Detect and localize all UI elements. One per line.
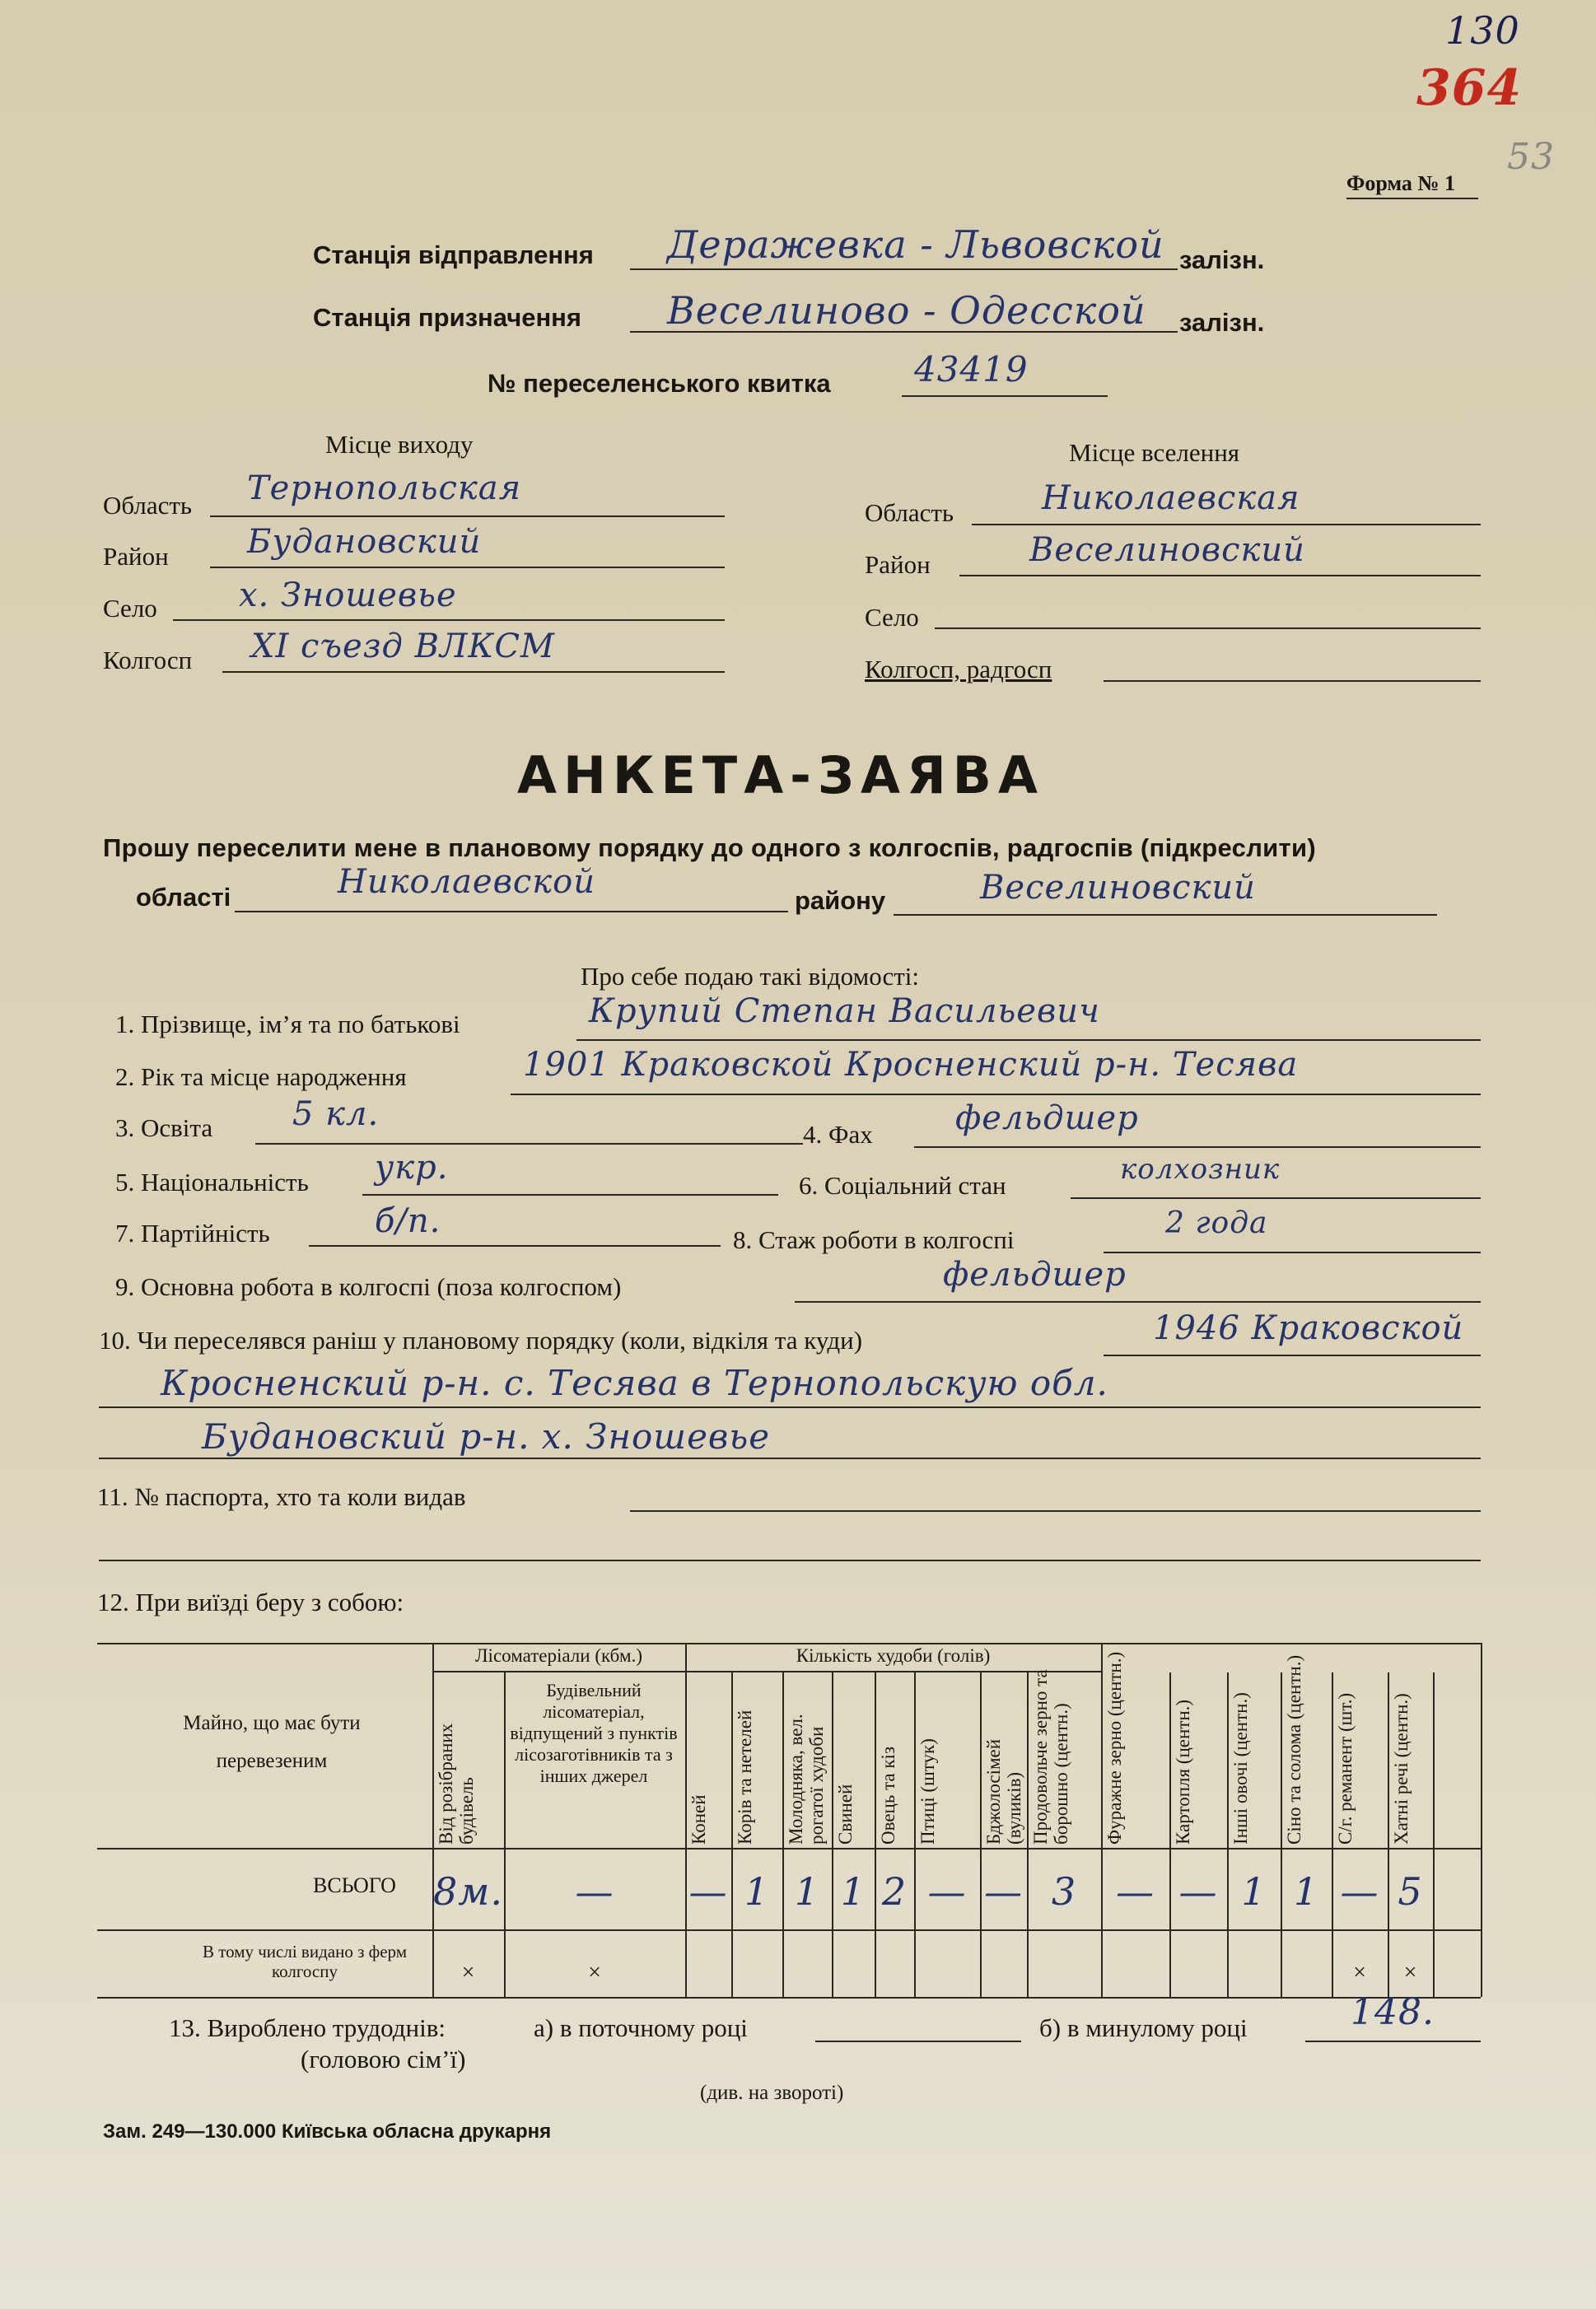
column-header-pigs: Свиней bbox=[835, 1784, 856, 1845]
total-value-cell: 8м. bbox=[432, 1869, 504, 1914]
table-column-divider bbox=[914, 1672, 916, 1997]
ticket-label: № переселенського квитка bbox=[488, 369, 831, 398]
column-header-home: Хатні речі (центн.) bbox=[1391, 1693, 1412, 1845]
total-value-cell: 1 bbox=[794, 1869, 820, 1914]
item-9-label: 9. Основна робота в колгоспі (поза колгоспом) bbox=[115, 1272, 622, 1301]
total-value-cell: 1 bbox=[1293, 1869, 1319, 1914]
item-2-value: 1901 Краковской Кросненский р-н. Тесява bbox=[523, 1046, 1299, 1084]
see-reverse-note: (див. на звороті) bbox=[700, 2082, 844, 2104]
ticket-line bbox=[902, 395, 1108, 397]
item-2-label: 2. Рік та місце народження bbox=[115, 1062, 407, 1091]
column-header-horses: Коней bbox=[688, 1794, 709, 1845]
table-column-divider bbox=[980, 1672, 982, 1997]
item-6-label: 6. Соціальний стан bbox=[799, 1171, 1006, 1200]
table-total-bottom bbox=[97, 1929, 1481, 1931]
total-value-cell: 2 bbox=[881, 1869, 908, 1914]
origin-village-label: Село bbox=[103, 594, 157, 623]
item-11-line-1 bbox=[630, 1510, 1481, 1512]
column-header-hay: Сіно та солома (центн.) bbox=[1284, 1654, 1304, 1845]
table-column-divider bbox=[1332, 1672, 1333, 1997]
table-column-divider bbox=[1388, 1672, 1389, 1997]
table-column-divider bbox=[685, 1643, 687, 1997]
destination-district-label: Район bbox=[865, 550, 931, 579]
origin-village-value: х. Зношевье bbox=[239, 576, 457, 614]
item-1-value: Крупий Степан Васильевич bbox=[589, 992, 1100, 1030]
farm-mark-cell: × bbox=[1403, 1960, 1417, 1985]
total-value-cell: — bbox=[1178, 1869, 1218, 1914]
total-value-cell: 1 bbox=[840, 1869, 866, 1914]
farm-mark-cell: × bbox=[588, 1960, 601, 1985]
form-label: Форма № 1 bbox=[1346, 171, 1456, 195]
arrival-station-value: Веселиново - Одесской bbox=[667, 288, 1146, 333]
workdays-current-line bbox=[815, 2041, 1021, 2042]
total-value-cell: — bbox=[984, 1869, 1023, 1914]
item-4-label: 4. Фах bbox=[803, 1120, 873, 1149]
total-value-cell: — bbox=[575, 1869, 614, 1914]
farm-mark-cell: × bbox=[1353, 1960, 1366, 1985]
item-1-label: 1. Прізвище, ім’я та по батькові bbox=[115, 1010, 460, 1038]
request-oblast-label: області bbox=[136, 883, 231, 912]
departure-station-line bbox=[630, 268, 1178, 270]
item-10-line-2 bbox=[99, 1406, 1481, 1408]
printer-info: Зам. 249—130.000 Київська обласна друкарня bbox=[103, 2120, 552, 2143]
item-3-label: 3. Освіта bbox=[115, 1113, 213, 1142]
total-value-cell: 1 bbox=[744, 1869, 770, 1914]
item-10-value-3: Будановский р-н. х. Зношевье bbox=[202, 1416, 771, 1457]
form-label-underline bbox=[1346, 198, 1478, 199]
workdays-previous-line bbox=[1305, 2041, 1481, 2042]
arrival-station-label: Станція призначення bbox=[313, 303, 581, 332]
workdays-previous-label: б) в минулому році bbox=[1039, 2013, 1248, 2042]
destination-kolkhoz-line bbox=[1104, 680, 1481, 682]
departure-station-label: Станція відправлення bbox=[313, 240, 594, 269]
item-11-label: 11. № паспорта, хто та коли видав bbox=[97, 1482, 466, 1511]
destination-region-line bbox=[972, 524, 1481, 525]
item-3-value: 5 кл. bbox=[292, 1095, 380, 1133]
item-10-label: 10. Чи переселявся раніш у плановому порядку (коли, відкіля та куди) bbox=[99, 1326, 863, 1355]
column-header-sheep: Овець та кіз bbox=[878, 1746, 898, 1845]
column-header-birds: Птиці (штук) bbox=[917, 1738, 938, 1845]
request-raion-label: району bbox=[795, 886, 886, 915]
item-11-line-2 bbox=[99, 1560, 1481, 1561]
origin-village-line bbox=[173, 619, 725, 621]
table-column-divider bbox=[1227, 1672, 1229, 1997]
total-value-cell: 3 bbox=[1051, 1869, 1077, 1914]
row-total-label: ВСЬОГО bbox=[313, 1873, 396, 1897]
total-value-cell: 5 bbox=[1398, 1869, 1423, 1914]
request-oblast-line bbox=[235, 911, 788, 912]
table-column-divider bbox=[832, 1672, 833, 1997]
column-header-tools: С/г. реманент (шт.) bbox=[1335, 1692, 1356, 1845]
item-5-label: 5. Національність bbox=[115, 1168, 309, 1196]
column-header-cows: Корів та нетелей bbox=[735, 1710, 755, 1845]
item-7-value: б/п. bbox=[375, 1202, 441, 1240]
item-6-value: колхозник bbox=[1120, 1153, 1281, 1186]
workdays-sub-label: (головою сім’ї) bbox=[301, 2045, 466, 2073]
request-text: Прошу переселити мене в плановому порядку до одного з колгоспів, радгоспів (підкреслити) bbox=[103, 833, 1316, 862]
column-header-veg: Інші овочі (центн.) bbox=[1230, 1692, 1251, 1845]
table-column-divider bbox=[731, 1672, 733, 1997]
item-3-line bbox=[255, 1143, 803, 1145]
item-4-value: фельдшер bbox=[955, 1099, 1139, 1137]
column-header-potato: Картопля (центн.) bbox=[1173, 1699, 1193, 1845]
table-column-divider bbox=[1481, 1643, 1482, 1997]
destination-region-label: Область bbox=[865, 498, 954, 527]
table-column-divider bbox=[1433, 1672, 1435, 1997]
origin-district-value: Будановский bbox=[247, 523, 482, 561]
column-header-grain: Продовольче зерно та борошно (центн.) bbox=[1030, 1669, 1071, 1845]
origin-kolkhoz-value: XI съезд ВЛКСМ bbox=[251, 627, 555, 665]
departure-station-suffix: залізн. bbox=[1179, 245, 1265, 274]
item-7-line bbox=[309, 1245, 721, 1247]
item-10-line-3 bbox=[99, 1458, 1481, 1459]
origin-heading: Місце виходу bbox=[325, 430, 474, 459]
origin-kolkhoz-label: Колгосп bbox=[103, 646, 193, 674]
destination-village-label: Село bbox=[865, 603, 919, 632]
destination-district-value: Веселиновский bbox=[1029, 531, 1305, 569]
row-farm-label: В тому числі видано з ферм колгоспу bbox=[202, 1942, 408, 1981]
form-title: АНКЕТА-ЗАЯВА bbox=[517, 745, 1044, 805]
table-column-divider bbox=[1101, 1643, 1103, 1997]
item-9-value: фельдшер bbox=[943, 1256, 1127, 1294]
table-column-divider bbox=[782, 1672, 784, 1997]
table-column-divider bbox=[1281, 1672, 1282, 1997]
item-12-label: 12. При виїзді беру з собою: bbox=[97, 1588, 404, 1616]
origin-kolkhoz-line bbox=[222, 671, 725, 673]
destination-heading: Місце вселення bbox=[1069, 438, 1240, 467]
origin-region-value: Тернопольская bbox=[247, 469, 522, 507]
farm-mark-cell: × bbox=[461, 1960, 475, 1985]
archive-number-top: 130 bbox=[1445, 8, 1520, 53]
total-value-cell: — bbox=[927, 1869, 967, 1914]
origin-region-label: Область bbox=[103, 491, 193, 520]
origin-region-line bbox=[210, 515, 725, 517]
column-header-forage: Фуражне зерно (центн.) bbox=[1104, 1651, 1125, 1845]
request-oblast-value: Николаевской bbox=[338, 863, 596, 901]
total-value-cell: — bbox=[688, 1869, 728, 1914]
item-4-line bbox=[914, 1146, 1481, 1148]
request-raion-value: Веселиновский bbox=[980, 869, 1256, 907]
table-column-divider bbox=[1027, 1672, 1029, 1997]
item-10-value-1: 1946 Краковской bbox=[1153, 1309, 1464, 1347]
column-header-bees: Бджолосімей (вуликів) bbox=[983, 1738, 1024, 1845]
about-heading: Про себе подаю такі відомості: bbox=[581, 962, 920, 991]
table-column-divider bbox=[875, 1672, 876, 1997]
ticket-value: 43419 bbox=[914, 349, 1029, 389]
column-header-young: Молодняка, вел. рогатої худоби bbox=[786, 1714, 827, 1845]
table-column-divider bbox=[432, 1643, 434, 1997]
workdays-label: 13. Вироблено трудоднів: bbox=[169, 2013, 446, 2042]
workdays-previous-value: 148. bbox=[1351, 1991, 1435, 2033]
item-7-label: 7. Партійність bbox=[115, 1219, 270, 1248]
destination-district-line bbox=[959, 575, 1481, 576]
building-material-header: Будівельний лісоматеріал, відпущений з пунктів лісозаготівників та з інших джерел bbox=[510, 1680, 678, 1786]
item-8-line bbox=[1104, 1252, 1481, 1253]
table-column-divider bbox=[1169, 1672, 1171, 1997]
item-2-line bbox=[511, 1094, 1481, 1095]
destination-kolkhoz-label: Колгосп, радгосп bbox=[865, 655, 1052, 683]
total-value-cell: — bbox=[1340, 1869, 1379, 1914]
archive-number-red: 364 bbox=[1416, 59, 1523, 117]
item-5-line bbox=[362, 1194, 778, 1196]
total-value-cell: — bbox=[1116, 1869, 1155, 1914]
origin-district-label: Район bbox=[103, 542, 169, 571]
table-farm-bottom bbox=[97, 1997, 1481, 1999]
arrival-station-suffix: залізн. bbox=[1179, 308, 1265, 337]
item-6-line bbox=[1071, 1197, 1481, 1199]
request-raion-line bbox=[894, 914, 1437, 916]
workdays-current-label: а) в поточному році bbox=[534, 2013, 748, 2042]
destination-region-value: Николаевская bbox=[1042, 479, 1300, 517]
lumber-group-header: Лісоматеріали (кбм.) bbox=[474, 1645, 643, 1666]
item-10-value-2: Кросненский р-н. с. Тесява в Тернопольскую обл. bbox=[161, 1363, 1108, 1403]
departure-station-value: Деражевка - Львовской bbox=[667, 222, 1164, 267]
column-header-dismantled: Від розібраних будівель bbox=[436, 1723, 477, 1845]
item-9-line bbox=[795, 1301, 1481, 1303]
destination-village-line bbox=[935, 627, 1481, 629]
item-1-line bbox=[576, 1039, 1481, 1041]
item-8-label: 8. Стаж роботи в колгоспі bbox=[733, 1225, 1015, 1254]
item-5-value: укр. bbox=[375, 1149, 449, 1187]
item-10-line-1 bbox=[1104, 1355, 1481, 1356]
livestock-group-header: Кількість худоби (голів) bbox=[796, 1645, 991, 1666]
origin-district-line bbox=[210, 567, 725, 568]
total-value-cell: 1 bbox=[1241, 1869, 1267, 1914]
property-header: Майно, що має бути перевезеним bbox=[183, 1712, 361, 1772]
lumber-group-line bbox=[432, 1671, 685, 1672]
table-header-bottom bbox=[97, 1848, 1481, 1850]
archive-number-gray: 53 bbox=[1507, 136, 1555, 178]
item-8-value: 2 года bbox=[1165, 1206, 1268, 1240]
